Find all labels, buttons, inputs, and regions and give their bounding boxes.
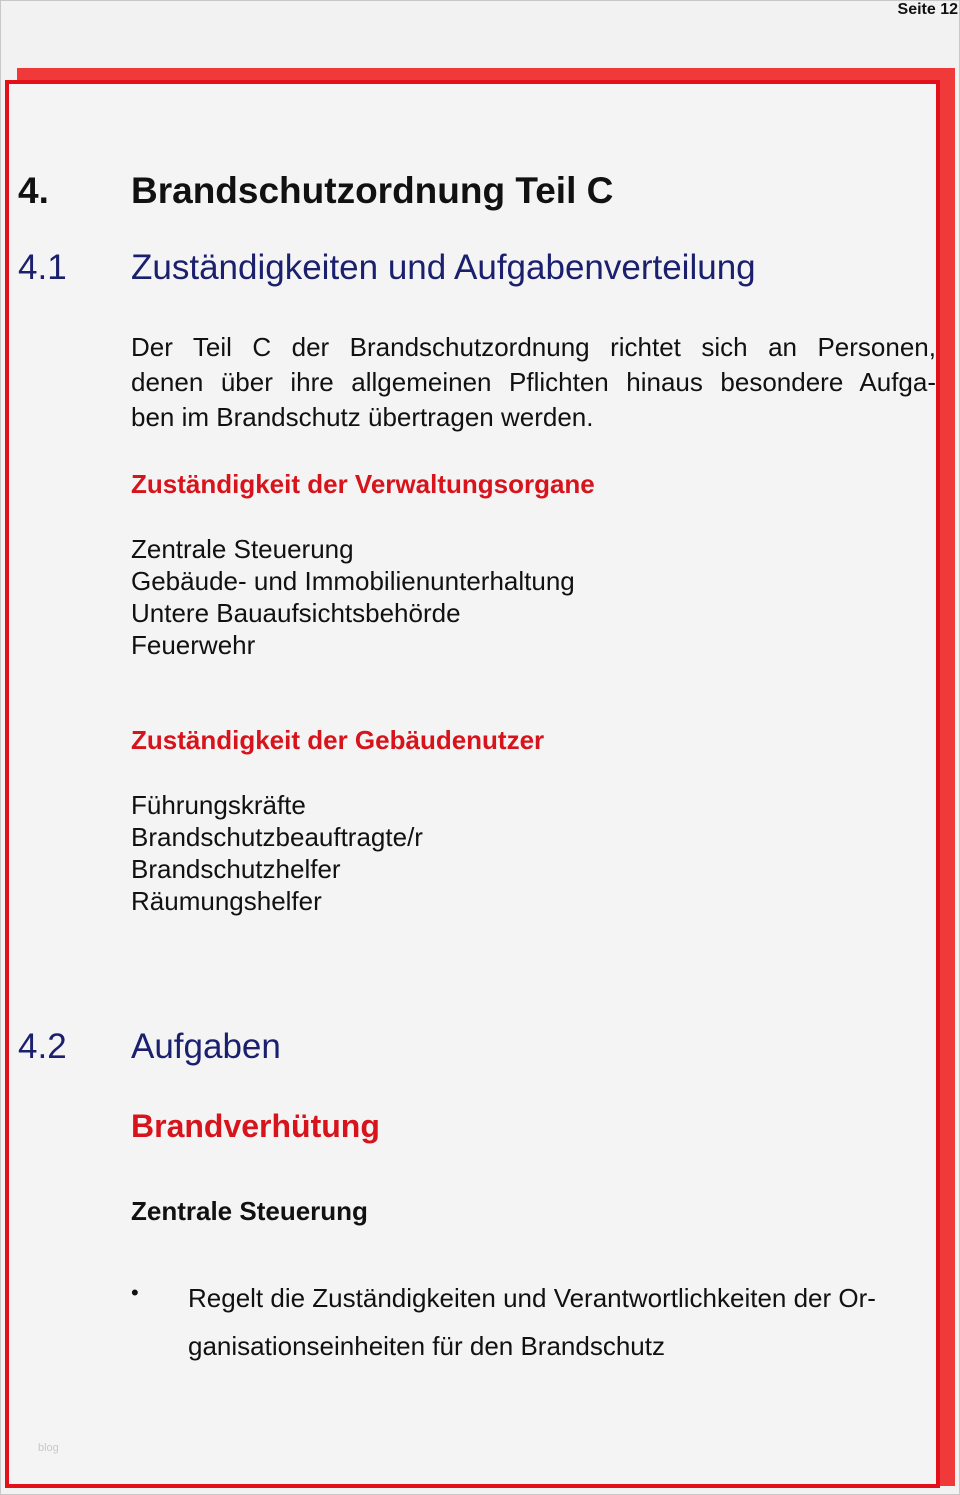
intro-paragraph: [131, 330, 936, 435]
intro-line: Der Teil C der Brandschutzordnung richtet sich an Personen,: [131, 332, 936, 362]
section-4-1-title: Zuständigkeiten und Aufgabenverteilung: [131, 248, 756, 287]
users-heading: Zuständigkeit der Gebäudenutzer: [131, 725, 545, 755]
list-item: Gebäude- und Immobilienunterhaltung: [131, 566, 575, 596]
watermark: blog: [38, 1442, 59, 1454]
list-item: Untere Bauaufsichtsbehörde: [131, 598, 461, 628]
admin-list: [131, 533, 575, 661]
page-number: Seite 12: [897, 1, 958, 18]
bullet-line: Regelt die Zuständigkeiten und Verantwortlichkeiten der Or-: [188, 1283, 876, 1313]
section-4-number: 4.: [18, 170, 49, 211]
section-4-title: Brandschutzordnung Teil C: [131, 170, 614, 211]
list-item: Brandschutzhelfer: [131, 854, 341, 884]
list-item: Räumungshelfer: [131, 886, 322, 916]
intro-line: ben im Brandschutz übertragen werden.: [131, 402, 594, 432]
section-4-2-number: 4.2: [18, 1027, 67, 1066]
list-item: Feuerwehr: [131, 630, 256, 660]
zentrale-steuerung-heading: Zentrale Steuerung: [131, 1196, 368, 1226]
admin-heading: Zuständigkeit der Verwaltungsorgane: [131, 469, 595, 499]
users-list: [131, 789, 423, 917]
section-4-1-number: 4.1: [18, 248, 67, 287]
list-item: Führungskräfte: [131, 790, 306, 820]
bullet-line: ganisationseinheiten für den Brandschutz: [188, 1331, 665, 1361]
brandverhuetung-heading: Brandverhütung: [131, 1108, 380, 1144]
list-item: Brandschutzbeauftragte/r: [131, 822, 423, 852]
list-item: Zentrale Steuerung: [131, 534, 354, 564]
section-4-2-title: Aufgaben: [131, 1027, 281, 1066]
bullet-icon: •: [131, 1280, 139, 1305]
bullet-text: [188, 1274, 926, 1370]
intro-line: denen über ihre allgemeinen Pflichten hinaus besondere Aufga-: [131, 367, 936, 397]
